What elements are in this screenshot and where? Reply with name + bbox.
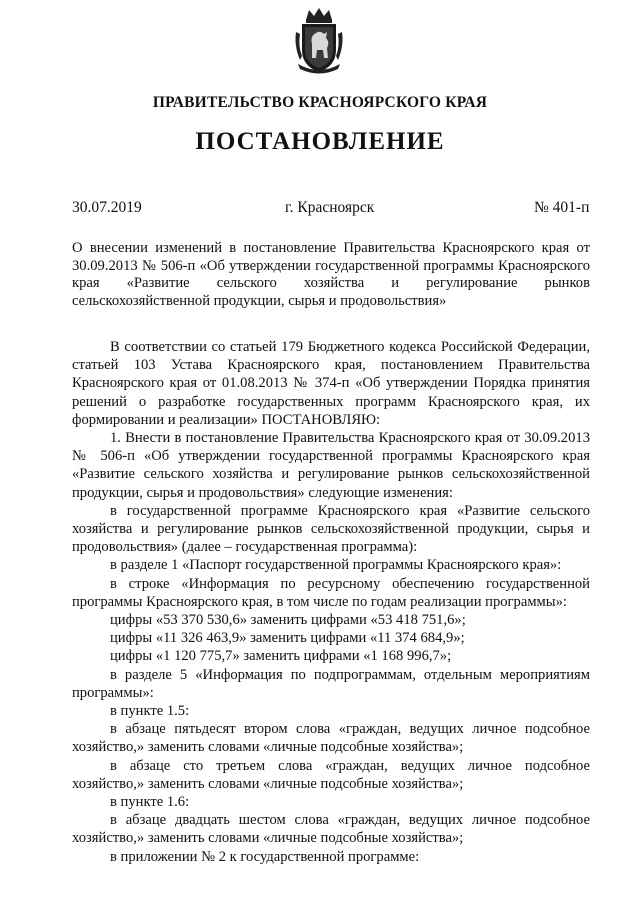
decree-number: № 401-п — [534, 199, 590, 216]
government-title: ПРАВИТЕЛЬСТВО КРАСНОЯРСКОГО КРАЯ — [152, 94, 488, 111]
paragraph: в абзаце пятьдесят втором слова «граждан, ведущих личное подсобное хозяйство,» заменить словами «личные подсобные хозяйства»; — [72, 721, 590, 756]
document-type-title: ПОСТАНОВЛЕНИЕ — [195, 128, 445, 155]
paragraph: в приложении № 2 к государственной программе: — [110, 848, 420, 865]
decree-body — [72, 338, 590, 866]
paragraph: в пункте 1.6: — [110, 794, 190, 811]
paragraph: в абзаце двадцать шестом слова «граждан, ведущих личное подсобное хозяйство,» заменить словами «личные подсобные хозяйства»; — [72, 812, 590, 847]
coat-of-arms-icon — [292, 6, 346, 74]
decree-date: 30.07.2019 — [72, 199, 142, 216]
paragraph: в разделе 1 «Паспорт государственной программы Красноярского края»: — [110, 557, 562, 574]
paragraph: в абзаце сто третьем слова «граждан, ведущих личное подсобное хозяйство,» заменить словами «личные подсобные хозяйства»; — [72, 757, 590, 792]
paragraph: в строке «Информация по ресурсному обеспечению государственной программы Красноярского края, в том числе по годам реализации программы»: — [72, 575, 590, 610]
paragraph: цифры «53 370 530,6» заменить цифрами «53 418 751,6»; — [110, 612, 466, 629]
paragraph-item-1: 1. Внести в постановление Правительства Красноярского края от 30.09.2013 № 506-п «Об утверждении государственной программы Красноярского края «Развитие сельского хозяйства и регулирование рынков сельскохозяйственной продукции, сырья и продовольствия» следующие изменения: — [72, 430, 590, 501]
paragraph: цифры «11 326 463,9» заменить цифрами «11 374 684,9»; — [110, 630, 465, 647]
paragraph-preamble: В соответствии со статьей 179 Бюджетного кодекса Российской Федерации, статьей 103 Устава Красноярского края, постановлением Правительства Красноярского края от 01.08.2013 № 374-п «Об утверждении Порядка принятия решений о разработке государственных программ Красноярского края, их формировании и реализации» ПОСТАНОВЛЯЮ: — [72, 339, 590, 428]
paragraph: цифры «1 120 775,7» заменить цифрами «1 168 996,7»; — [110, 648, 452, 665]
decree-subject: О внесении изменений в постановление Правительства Красноярского края от 30.09.2013 № 506-п «Об утверждении государственной программы Красноярского края «Развитие сельского хозяйства и регулирование рынков сельскохозяйственной продукции, сырья и продовольствия» — [72, 240, 590, 309]
paragraph: в государственной программе Красноярского края «Развитие сельского хозяйства и регулирование рынков сельскохозяйственной продукции, сырья и продовольствия» (далее – государственная программа): — [72, 502, 590, 556]
paragraph: в пункте 1.5: — [110, 703, 190, 720]
paragraph: в разделе 5 «Информация по подпрограммам, отдельным мероприятиям программы»: — [72, 666, 590, 701]
decree-city: г. Красноярск — [285, 199, 375, 216]
